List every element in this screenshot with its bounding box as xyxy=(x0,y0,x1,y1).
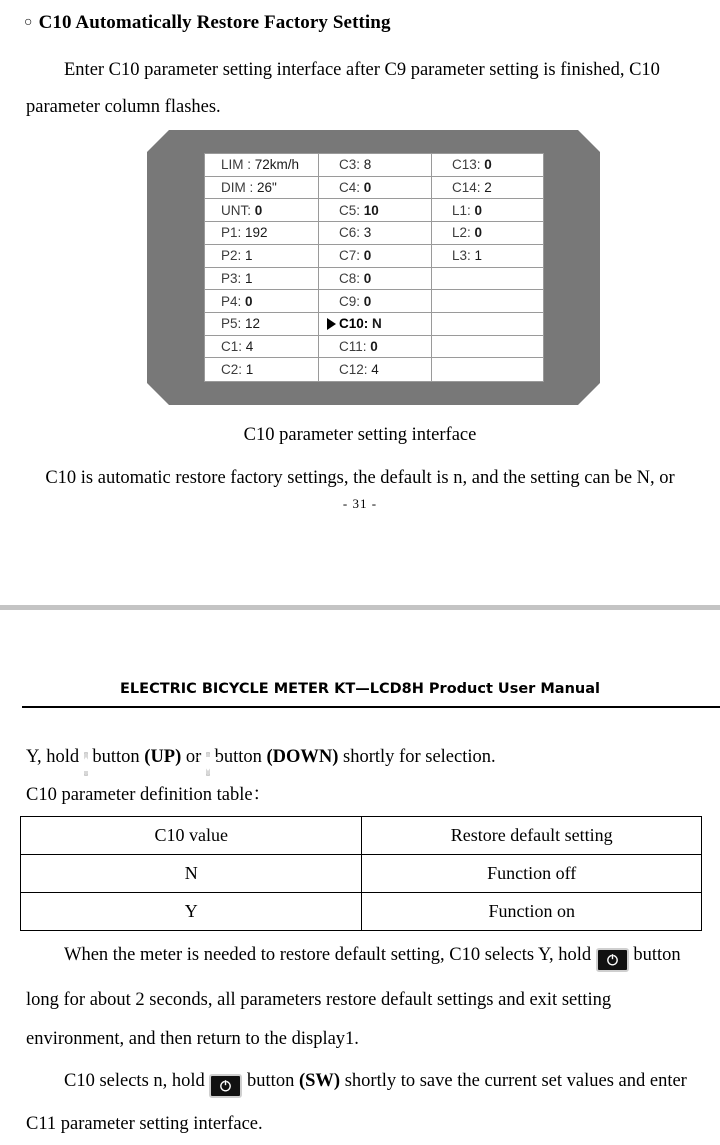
down-label: (DOWN) xyxy=(266,747,339,767)
lcd-cell-label: LIM : xyxy=(221,157,255,173)
restore-text-2: button xyxy=(628,945,681,965)
lcd-cell-value: 0 xyxy=(474,225,483,241)
lcd-cell-l3 xyxy=(432,245,543,268)
lcd-cell-label: L3: xyxy=(452,248,475,264)
lcd-cell-label: L1: xyxy=(452,202,475,218)
restore-text-1: When the meter is needed to restore default setting, C10 selects Y, hold xyxy=(64,945,596,965)
lcd-cell-c13 xyxy=(432,154,543,177)
lcd-parameter-screen xyxy=(204,153,544,382)
power-button-icon[interactable] xyxy=(209,1074,242,1098)
lcd-cell-p1 xyxy=(205,222,318,245)
selection-mid-2: or xyxy=(181,747,206,767)
table-cell-value: N xyxy=(21,855,362,893)
bullet-icon: ○ xyxy=(24,15,33,30)
save-text-line2: C11 parameter setting interface. xyxy=(26,1114,263,1134)
lcd-cell-label: C2: xyxy=(221,362,246,378)
lcd-cell-value: 8 xyxy=(363,157,372,173)
lcd-cell-p5 xyxy=(205,313,318,336)
document-header-title: ELECTRIC BICYCLE METER KT—LCD8H Product User Manual xyxy=(120,681,600,697)
page-title xyxy=(24,12,391,34)
table-intro xyxy=(26,777,716,814)
restore-paragraph-line-3 xyxy=(26,1021,720,1058)
lcd-cell-value: 4 xyxy=(371,362,379,378)
lcd-cell-empty xyxy=(432,336,543,359)
lcd-cell-value: 4 xyxy=(245,338,254,354)
page-break-divider xyxy=(0,605,720,610)
lcd-cell-c1 xyxy=(205,336,318,359)
lcd-cell-value: 1 xyxy=(245,362,254,378)
lcd-cell-label: C13: xyxy=(452,157,485,173)
down-button-icon[interactable] xyxy=(206,749,210,779)
lcd-cell-c4 xyxy=(319,177,431,200)
lcd-cell-value: 0 xyxy=(363,180,372,196)
page-number: - 31 - xyxy=(342,496,378,511)
description-paragraph xyxy=(0,460,720,497)
lcd-cell-value: 26" xyxy=(257,180,277,196)
table-header-row xyxy=(21,817,702,855)
restore-text-line3: environment, and then return to the display1. xyxy=(26,1029,359,1049)
table-header-cell: C10 value xyxy=(21,817,362,855)
c10-definition-table xyxy=(20,816,702,931)
lcd-cell-value: 0 xyxy=(370,338,378,354)
lcd-cell-c10-selected xyxy=(319,313,431,336)
lcd-cell-label: P5: xyxy=(221,316,246,332)
lcd-cell-label: UNT: xyxy=(221,202,255,218)
save-text-3: shortly to save the current set values and enter xyxy=(340,1071,687,1091)
lcd-cell-c8 xyxy=(319,268,431,291)
lcd-cell-value: 0 xyxy=(363,293,372,309)
restore-paragraph-line-1 xyxy=(26,940,720,972)
lcd-cell-value: 0 xyxy=(363,270,372,286)
lcd-cell-label: C11: xyxy=(339,338,371,354)
lcd-cell-value: N xyxy=(372,316,382,332)
description-text: C10 is automatic restore factory settings, the default is n, and the setting can be N, or xyxy=(45,468,675,488)
lcd-cell-label: P1: xyxy=(221,225,246,241)
lcd-column-3 xyxy=(432,154,543,381)
save-paragraph-line-2 xyxy=(26,1106,720,1143)
lcd-cell-label: C1: xyxy=(221,338,246,354)
lcd-cell-c12 xyxy=(319,358,431,381)
lcd-cell-value: 0 xyxy=(254,202,263,218)
header-rule xyxy=(22,706,720,708)
selection-marker-icon xyxy=(327,318,336,330)
selection-mid-1: button xyxy=(87,747,145,767)
figure-caption: C10 parameter setting interface xyxy=(243,425,477,445)
lcd-cell-label: C14: xyxy=(452,180,485,196)
lcd-cell-c11 xyxy=(319,336,431,359)
lcd-cell-c5 xyxy=(319,199,431,222)
lcd-cell-empty xyxy=(432,290,543,313)
selection-suffix: shortly for selection. xyxy=(338,747,496,767)
selection-mid-3: button xyxy=(209,747,267,767)
lcd-cell-value: 1 xyxy=(245,270,253,286)
table-header-cell: Restore default setting xyxy=(362,817,702,855)
lcd-cell-c3 xyxy=(319,154,431,177)
lcd-cell-c7 xyxy=(319,245,431,268)
lcd-cell-label: C9: xyxy=(339,293,364,309)
table-cell-value: Y xyxy=(21,893,362,931)
lcd-cell-p3 xyxy=(205,268,318,291)
selection-prefix: Y, hold xyxy=(26,747,84,767)
lcd-cell-value: 0 xyxy=(363,248,372,264)
up-label: (UP) xyxy=(144,747,182,767)
lcd-cell-p2 xyxy=(205,245,318,268)
lcd-cell-value: 192 xyxy=(245,225,268,241)
lcd-cell-empty xyxy=(432,313,543,336)
lcd-cell-value: 72km/h xyxy=(254,157,300,173)
lcd-cell-value: 10 xyxy=(363,202,379,218)
lcd-cell-p4 xyxy=(205,290,318,313)
restore-paragraph-line-2 xyxy=(26,982,720,1019)
lcd-cell-label: C5: xyxy=(339,202,364,218)
lcd-cell-label: C7: xyxy=(339,248,364,264)
save-paragraph-line-1 xyxy=(26,1066,720,1098)
lcd-cell-label: P3: xyxy=(221,270,246,286)
lcd-column-1 xyxy=(205,154,319,381)
lcd-column-2 xyxy=(319,154,432,381)
lcd-cell-value: 0 xyxy=(484,157,492,173)
lcd-cell-label: C8: xyxy=(339,270,364,286)
power-button-icon[interactable] xyxy=(596,948,629,972)
table-cell-description: Function on xyxy=(362,893,702,931)
lcd-cell-l2 xyxy=(432,222,543,245)
lcd-cell-label: P4: xyxy=(221,293,246,309)
lcd-cell-lim xyxy=(205,154,318,177)
lcd-cell-empty xyxy=(432,358,543,381)
lcd-cell-value: 12 xyxy=(245,316,261,332)
lcd-cell-value: 1 xyxy=(245,248,253,264)
intro-text: Enter C10 parameter setting interface after C9 parameter setting is finished, C10 parameter column flashes. xyxy=(26,60,660,117)
lcd-cell-c6 xyxy=(319,222,431,245)
lcd-cell-value: 3 xyxy=(363,225,372,241)
sw-label: (SW) xyxy=(298,1071,341,1091)
lcd-cell-label: C6: xyxy=(339,225,364,241)
intro-paragraph xyxy=(26,52,712,126)
save-text-1: C10 selects n, hold xyxy=(64,1071,210,1091)
lcd-cell-label: C3: xyxy=(339,157,364,173)
table-row xyxy=(21,893,702,931)
restore-text-line2: long for about 2 seconds, all parameters restore default settings and exit setting xyxy=(26,990,612,1010)
lcd-cell-l1 xyxy=(432,199,543,222)
lcd-cell-c2 xyxy=(205,358,318,381)
lcd-cell-c9 xyxy=(319,290,431,313)
lcd-cell-label: C10: xyxy=(339,316,373,332)
lcd-cell-value: 1 xyxy=(474,248,483,264)
lcd-cell-label: C4: xyxy=(339,180,364,196)
lcd-cell-unt xyxy=(205,199,318,222)
heading-text: C10 Automatically Restore Factory Setting xyxy=(38,12,391,33)
lcd-cell-value: 2 xyxy=(484,180,492,196)
up-button-icon[interactable] xyxy=(84,749,88,779)
lcd-cell-label: DIM : xyxy=(221,180,257,196)
table-cell-description: Function off xyxy=(362,855,702,893)
table-row xyxy=(21,855,702,893)
lcd-cell-value: 0 xyxy=(474,202,483,218)
lcd-cell-dim xyxy=(205,177,318,200)
lcd-cell-label: L2: xyxy=(452,225,475,241)
lcd-cell-value: 0 xyxy=(245,293,253,309)
table-intro-text: C10 parameter definition table： xyxy=(26,785,272,805)
save-text-2: button xyxy=(242,1071,299,1091)
lcd-cell-c14 xyxy=(432,177,543,200)
lcd-cell-label: P2: xyxy=(221,248,246,264)
lcd-cell-empty xyxy=(432,268,543,291)
lcd-cell-label: C12: xyxy=(339,362,372,378)
selection-paragraph xyxy=(26,742,716,779)
